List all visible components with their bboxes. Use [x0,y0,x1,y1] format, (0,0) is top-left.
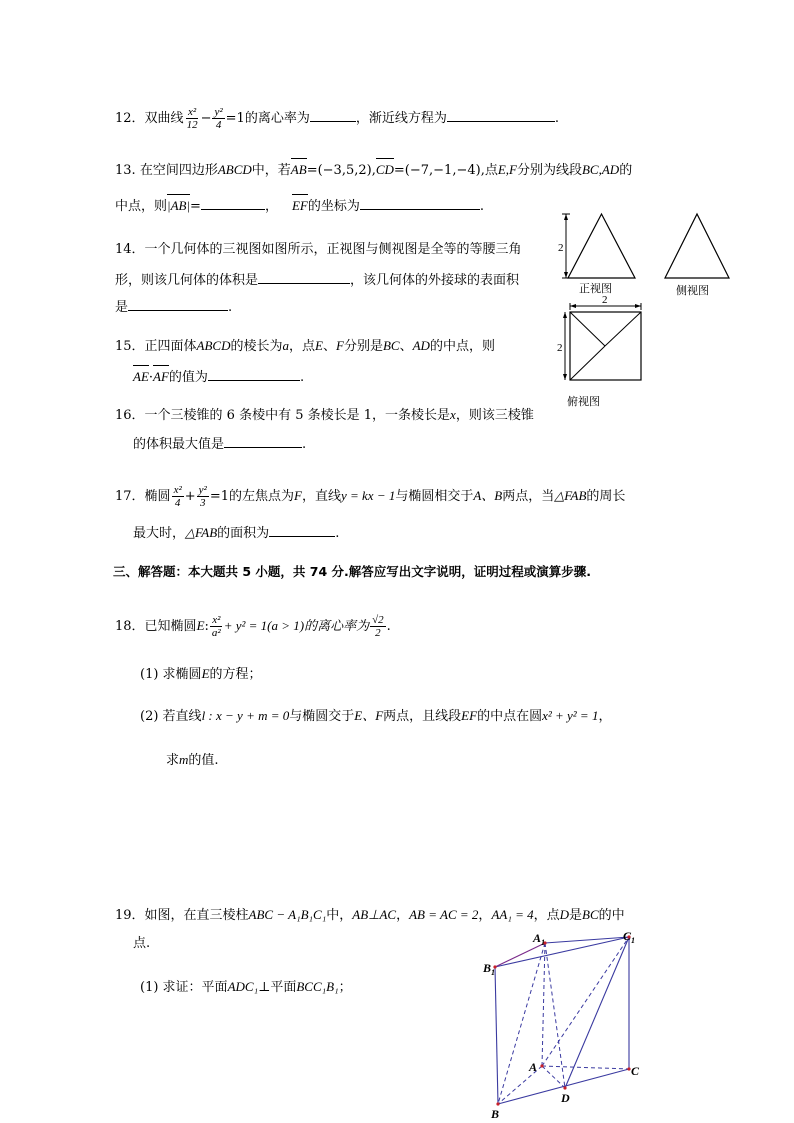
edge-aa1-hidden [542,943,545,1066]
vector-cd: CD [375,162,394,177]
label-c1: $C_1$ [623,929,636,945]
question-19-part1: (1) 求证：平面ADC₁⊥平面BCC₁B₁； [140,979,352,995]
q17-fraction-y: $\frac{\text{y²}}{3}$ [198,484,207,509]
segment-dc1 [565,937,629,1088]
answer-blank [258,270,350,284]
question-14-line2: 形，则该几何体的体积是 ，该几何体的外接球的表面积 [115,270,519,290]
answer-blank [224,434,302,448]
question-13-line2: 中点，则|AB|= ， EF的坐标为 . [115,198,485,214]
vector-ab: AB [290,162,307,177]
answer-blank [128,297,228,311]
label-d: D [561,1091,570,1105]
question-14-line3: 是 . [115,297,232,317]
segment-a1d-hidden [545,943,565,1088]
answer-blank [447,108,555,122]
edge-a1b1 [495,943,545,967]
prism-figure [478,922,648,1122]
vector-ef: EF [291,198,308,213]
top-view [557,294,641,408]
question-18-part1: (1) 求椭圆E的方程； [140,666,262,682]
side-view-label: 侧视图 [676,284,709,297]
top-height-label: 2 [557,342,563,354]
q12-fraction-y: $\frac{\text{y²}}{4}$ [214,106,223,131]
question-13-line1: 13. 在空间四边形ABCD中，若AB=(−3,5,2),CD=(−7,−1,−4),点E,F分别为线段BC,AD的 [115,162,633,178]
segment-ac1-hidden [542,937,629,1066]
question-18: 18．已知椭圆E: $\frac{\text{x²}}{\text{a²}}$ + y² = 1(a > 1)的离心率为 $\frac{√2}{2}$ . [115,614,391,639]
segment-ad-hidden [542,1066,565,1088]
section-3-heading: 三、解答题：本大题共 5 小题，共 74 分.解答应写出文字说明，证明过程或演算步骤. [113,564,591,579]
question-16-line1: 16．一个三棱锥的 6 条棱中有 5 条棱长是 1，一条棱长是x，则该三棱锥 [115,407,534,423]
question-15-line1: 15．正四面体ABCD的棱长为a，点E、F分别是BC、AD的中点，则 [115,338,495,354]
question-12: 12．双曲线 $\frac{\text{x²}}{12}$ − $\frac{\text{y²}}{4}$ =1的离心率为 ，渐近线方程为 . [115,106,559,131]
question-14-line1: 14．一个几何体的三视图如图所示，正视图与侧视图是全等的等腰三角 [115,242,522,257]
segment-a1b-hidden [498,943,545,1104]
answer-blank [269,523,335,537]
three-view-figure [555,208,745,413]
question-16-line2: 的体积最大值是 . [133,434,306,454]
label-b: B [491,1107,500,1121]
question-17-line2: 最大时，△FAB的面积为 . [133,525,340,541]
question-18-part2: (2) 若直线l : x − y + m = 0与椭圆交于E、F两点，且线段EF的中点在圆x² + y² = 1， [140,708,612,724]
answer-blank [208,367,300,381]
q12-text: 双曲线 [144,111,184,126]
abs-vector-ab: |AB| [167,198,191,213]
question-18-part2-cont: 求m的值. [166,752,219,768]
label-a1: $A_1$ [533,931,546,947]
question-17-line1: 17．椭圆 $\frac{\text{x²}}{4}$ + $\frac{\text{y²}}{3}$ =1的左焦点为F，直线y = kx − 1与椭圆相交于A、B两点，当△FAB的周长 [115,484,626,509]
label-b1: $B_1$ [483,961,496,977]
top-view-label: 俯视图 [567,395,600,408]
label-a: A [529,1060,538,1074]
answer-blank [360,196,480,210]
q18-eccentricity: $\frac{√2}{2}$ [372,614,384,639]
q18-fraction: $\frac{\text{x²}}{\text{a²}}$ [211,614,221,639]
front-view-label: 正视图 [579,282,612,295]
question-19-line2: 点. [133,936,151,951]
vector-af: AF [153,369,169,384]
q17-fraction-x: $\frac{\text{x²}}{4}$ [173,484,182,509]
front-height-label: 2 [558,242,564,254]
top-width-label: 2 [602,294,608,306]
side-view [665,214,729,297]
question-19-line1: 19．如图，在直三棱柱ABC − A₁B₁C₁中，AB⊥AC，AB = AC = 2，AA₁ = 4，点D是BC的中 [115,907,625,923]
label-c: C [631,1064,640,1078]
answer-blank [310,108,356,122]
edge-ac-hidden [542,1066,629,1069]
answer-blank [201,196,265,210]
q12-number: 12． [115,111,145,126]
edge-bb1 [495,967,498,1104]
vector-ae: AE [133,369,149,384]
q12-fraction-x: $\frac{\text{x²}}{12}$ [186,106,198,131]
question-15-line2: AE·AF的值为 . [133,369,305,385]
front-view [558,214,635,295]
